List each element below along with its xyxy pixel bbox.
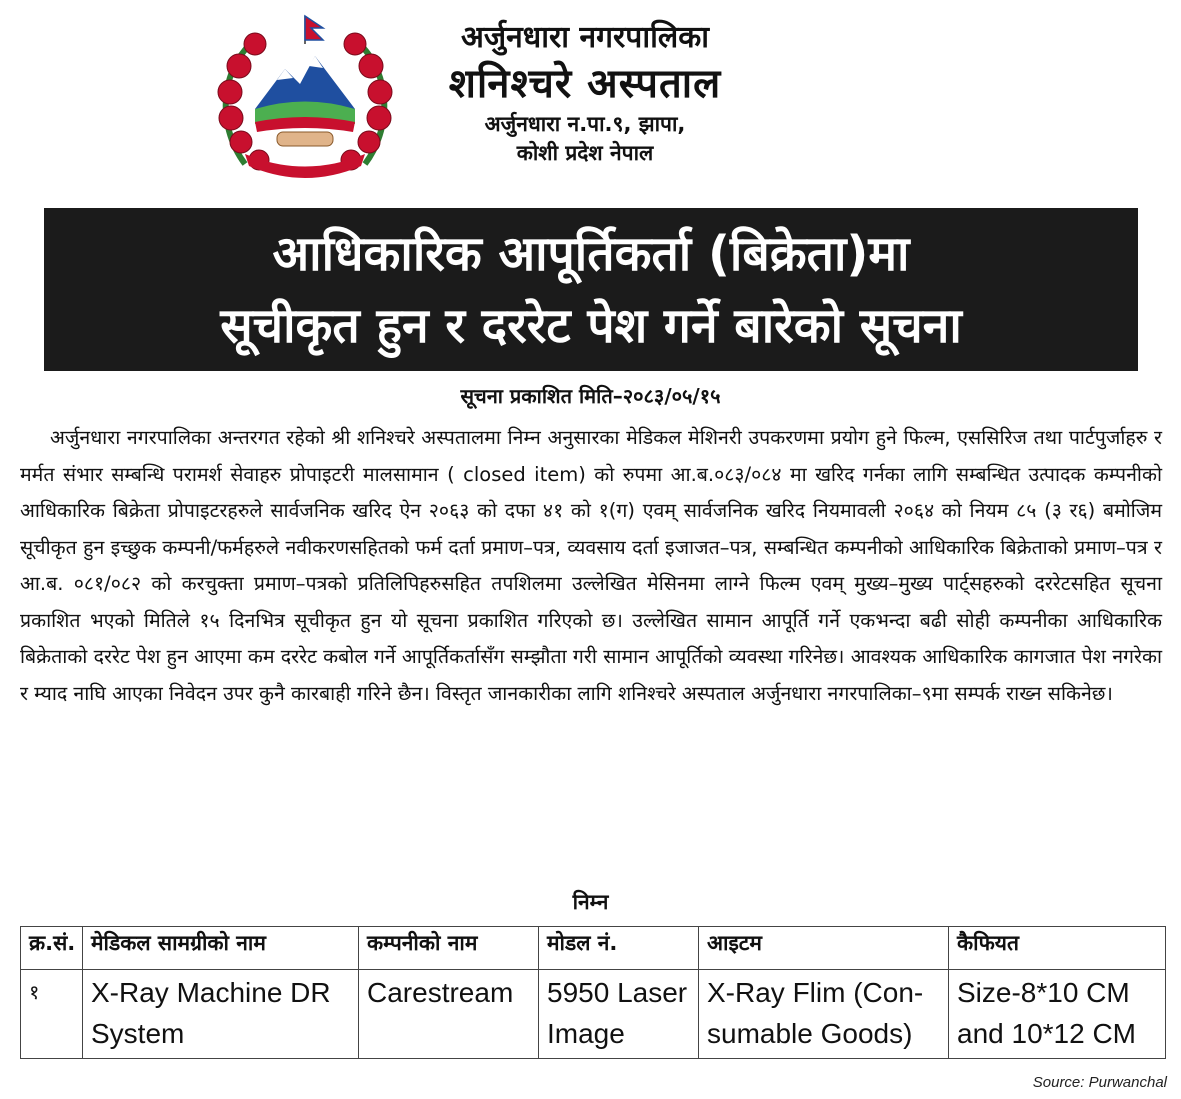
address-line-1: अर्जुनधारा न.पा.९, झापा, — [484, 112, 686, 136]
table-caption: निम्न — [572, 890, 609, 914]
items-table — [20, 926, 1166, 1059]
notice-title-line-1: आधिकारिक आपूर्तिकर्ता (बिक्रेता)मा — [272, 225, 910, 282]
cell-item-name: X-Ray Machine DR System — [83, 970, 359, 1059]
header-item: आइटम — [699, 927, 949, 970]
publication-date: सूचना प्रकाशित मिति–२०८३/०५/१५ — [460, 384, 721, 408]
header-item-name: मेडिकल सामग्रीको नाम — [83, 927, 359, 970]
header-model: मोडल नं. — [539, 927, 699, 970]
hospital-name: शनिश्चरे अस्पताल — [448, 61, 722, 107]
notice-title-line-2: सूचीकृत हुन र दररेट पेश गर्ने बारेको सूचना — [220, 297, 962, 354]
org-name: अर्जुनधारा नगरपालिका — [460, 20, 710, 55]
cell-item: X-Ray Flim (Con-sumable Goods) — [699, 970, 949, 1059]
address-line-2: कोशी प्रदेश नेपाल — [516, 141, 654, 165]
header-remarks: कैफियत — [949, 927, 1166, 970]
header-serial: क्र.सं. — [21, 927, 83, 970]
notice-title-banner — [44, 208, 1138, 371]
source-credit: Source: Purwanchal — [1032, 1074, 1167, 1091]
cell-model: 5950 Laser Image — [539, 970, 699, 1059]
notice-header — [0, 0, 1181, 200]
table-header-row — [21, 927, 1166, 970]
header-company: कम्पनीको नाम — [359, 927, 539, 970]
cell-serial: १ — [21, 970, 83, 1059]
notice-body: अर्जुनधारा नगरपालिका अन्तरगत रहेको श्री शनिश्चरे अस्पतालमा निम्न अनुसारका मेडिकल मेशिनरी उपकरणमा प्रयोग हुने फिल्म, एससिरिज तथा पार्टपुर्जाहरु र मर्मत संभार सम्बन्धि परामर्श सेवाहरु प्रोपाइटरी मालसामान ( closed item) को रुपमा आ.ब.०८३/०८४ मा खरिद गर्नका लागि सम्बन्धित उत्पादक कम्पनीको आधिकारिक बिक्रेता प्रोपाइटरहरुले सार्वजनिक खरिद ऐन २०६३ को दफा ४१ को १(ग) एवम् सार्वजनिक खरिद नियमावली २०६४ को नियम ८५ (३ र६) बमोजिम सूचीकृत हुन इच्छुक कम्पनी/फर्महरुले नवीकरणसहितको फर्म दर्ता प्रमाण–पत्र, व्यवसाय दर्ता इजाजत–पत्र, सम्बन्धित कम्पनीको आधिकारिक बिक्रेताको प्रमाण–पत्र र आ.ब. ०८१/०८२ को करचुक्ता प्रमाण–पत्रको प्रतिलिपिहरुसहित तपशिलमा उल्लेखित मेसिनमा लाग्ने फिल्म एवम् मुख्य–मुख्य पार्ट्सहरुको दररेटसहित सूचना प्रकाशित भएको मितिले १५ दिनभित्र सूचीकृत हुन यो सूचना प्रकाशित गरिएको छ। उल्लेखित सामान आपूर्ति गर्ने एकभन्दा बढी सोही कम्पनीका आधिकारिक बिक्रेताको दररेट पेश हुन आएमा कम दररेट कबोल गर्ने आपूर्तिकर्तासँग सम्झौता गरी सामान आपूर्तिको व्यवस्था गरिनेछ। आवश्यक आधिकारिक कागजात पेश नगरेका र म्याद नाघि आएका निवेदन उपर कुनै कारबाही गरिने छैन। विस्तृत जानकारीका लागि शनिश्चरे अस्पताल अर्जुनधारा नगरपालिका–९मा सम्पर्क राख्न सकिनेछ। — [20, 426, 1162, 705]
nepal-emblem-icon — [215, 14, 395, 184]
cell-company: Carestream — [359, 970, 539, 1059]
table-row — [21, 970, 1166, 1059]
cell-remarks: Size-8*10 CM and 10*12 CM — [949, 970, 1166, 1059]
organization-block — [400, 18, 770, 168]
